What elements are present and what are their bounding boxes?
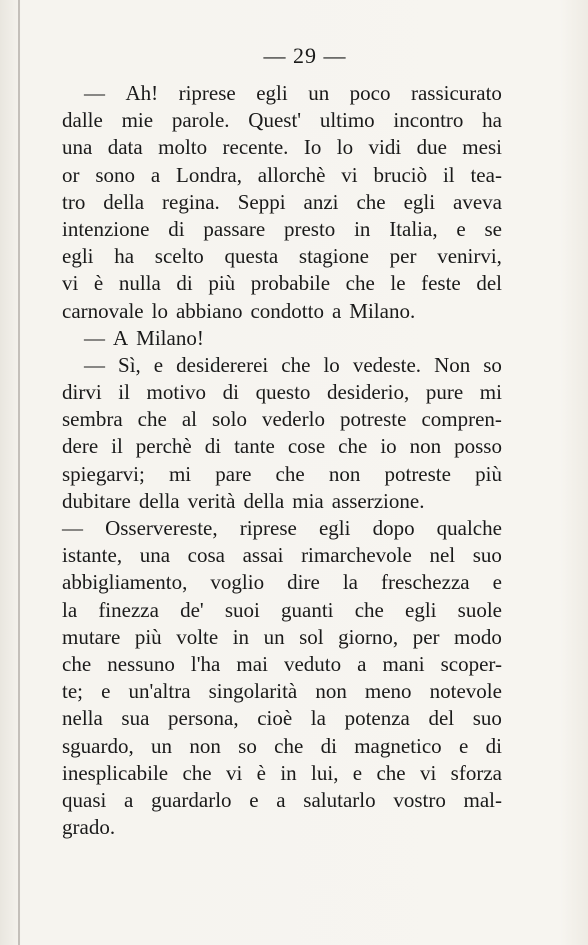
text-line: quasi a guardarlo e a salutarlo vostro mal- (62, 787, 502, 812)
text-line: sguardo, un non so che di magnetico e di (62, 733, 502, 758)
body-text (62, 80, 502, 841)
text-line: carnovale lo abbiano condotto a Milano. (62, 298, 416, 323)
text-line: nella sua persona, cioè la potenza del suo (62, 706, 502, 731)
text-line: che nessuno l'ha mai veduto a mani scoper- (62, 651, 502, 676)
text-line: dalle mie parole. Quest' ultimo incontro ha (62, 108, 502, 133)
text-line: — Osservereste, riprese egli dopo qualche (62, 516, 502, 540)
text-line: inesplicabile che vi è in lui, e che vi sforza (62, 760, 502, 785)
text-line: — A Milano! (84, 325, 204, 350)
text-line: or sono a Londra, allorchè vi bruciò il tea- (62, 162, 502, 187)
page-number: — 29 — (263, 43, 347, 68)
text-line: tro della regina. Seppi anzi che egli aveva (62, 189, 502, 214)
text-line: — Ah! riprese egli un poco rassicurato (84, 81, 502, 105)
text-line: sembra che al solo vederlo potreste compren- (62, 407, 502, 432)
text-line: mutare più volte in un sol giorno, per modo (62, 624, 502, 649)
text-line: una data molto recente. Io lo vidi due mesi (62, 135, 502, 160)
text-line: dubitare della verità della mia asserzione. (62, 488, 425, 513)
text-line: dirvi il motivo di questo desiderio, pure mi (62, 380, 502, 405)
text-line: te; e un'altra singolarità non meno notevole (62, 679, 502, 704)
text-line: spiegarvi; mi pare che non potreste più (62, 461, 502, 486)
text-line: — Sì, e desidererei che lo vedeste. Non so (84, 352, 502, 377)
text-line: la finezza de' suoi guanti che egli suole (62, 597, 502, 622)
text-line: vi è nulla di più probabile che le feste del (62, 271, 502, 296)
text-line: dere il perchè di tante cose che io non posso (62, 434, 502, 459)
text-line: egli ha scelto questa stagione per venirvi, (62, 244, 502, 269)
text-line: intenzione di passare presto in Italia, e se (62, 216, 502, 241)
text-line: abbigliamento, voglio dire la freschezza e (62, 570, 502, 595)
binding-edge (18, 0, 20, 945)
text-line: istante, una cosa assai rimarchevole nel suo (62, 543, 502, 568)
text-line: grado. (62, 815, 116, 840)
